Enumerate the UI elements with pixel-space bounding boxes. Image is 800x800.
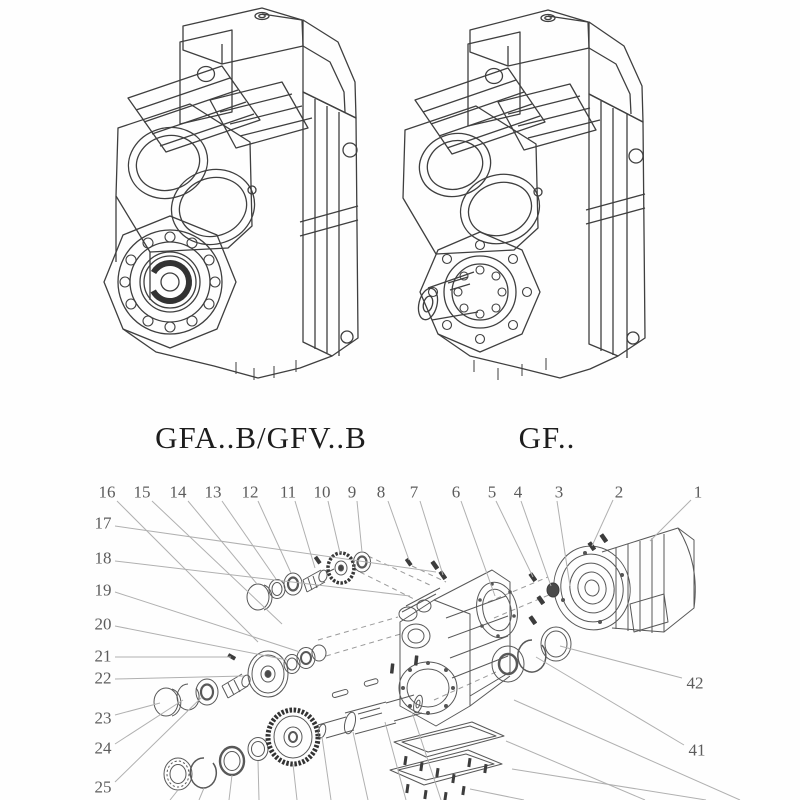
exploded-parts — [154, 528, 695, 800]
leader-line-20 — [115, 626, 287, 660]
leader-line-17 — [115, 526, 436, 572]
leader-line-42 — [560, 646, 682, 678]
leader-line-11 — [295, 501, 315, 568]
offscreen-leader-7 — [385, 722, 406, 800]
model-label-right: GF.. — [518, 420, 576, 455]
callout-number-8: 8 — [376, 482, 386, 502]
callout-number-19: 19 — [94, 580, 112, 600]
callout-number-10: 10 — [313, 482, 331, 502]
offscreen-leader-6 — [353, 732, 368, 800]
gear-housing — [399, 570, 510, 726]
callout-number-18: 18 — [94, 548, 112, 568]
callout-number-6: 6 — [451, 482, 461, 502]
callout-number-9: 9 — [347, 482, 357, 502]
leader-line-15 — [152, 501, 282, 624]
callout-number-17: 17 — [94, 513, 112, 533]
offscreen-leader-2 — [229, 775, 232, 800]
offscreen-leader-0 — [170, 790, 178, 800]
leader-line-19 — [115, 592, 300, 652]
adapter-flange — [472, 578, 523, 641]
callout-number-1: 1 — [693, 482, 703, 502]
motor — [546, 528, 695, 637]
callout-number-15: 15 — [133, 482, 151, 502]
offscreen-leader-12 — [514, 700, 740, 800]
circlip — [190, 758, 216, 788]
bearing-cage-slots — [120, 232, 220, 332]
offscreen-leader-9 — [506, 741, 645, 800]
leader-line-10 — [328, 501, 340, 553]
callout-number-42: 42 — [686, 673, 704, 693]
callout-number-22: 22 — [94, 668, 112, 688]
gasket-and-pan — [390, 722, 504, 800]
callout-number-25: 25 — [94, 777, 112, 797]
callout-number-14: 14 — [169, 482, 187, 502]
leader-line-41 — [536, 657, 684, 745]
input-shaft-assembly — [247, 552, 371, 610]
output-rings — [492, 627, 571, 682]
model-label-left: GFA..B/GFV..B — [155, 420, 367, 455]
leader-line-4 — [521, 501, 551, 586]
callout-number-24: 24 — [94, 738, 112, 758]
hub-spoke-slots — [454, 266, 506, 318]
dashed-guides — [318, 556, 556, 700]
offscreen-leader-5 — [322, 737, 331, 800]
callout-number-41: 41 — [688, 740, 706, 760]
leader-line-24 — [115, 700, 183, 744]
leader-line-14 — [188, 501, 257, 584]
offscreen-leader-11 — [470, 789, 524, 800]
callout-number-13: 13 — [204, 482, 222, 502]
gearbox-left-drawing — [104, 8, 358, 380]
leader-line-8 — [388, 501, 409, 560]
leader-line-1 — [650, 500, 691, 541]
leader-line-13 — [222, 501, 276, 579]
intermediate-assembly — [154, 645, 326, 716]
callout-number-20: 20 — [94, 614, 112, 634]
offscreen-leader-10 — [512, 769, 706, 800]
leader-line-6 — [461, 501, 495, 596]
leader-line-12 — [258, 501, 291, 573]
offscreen-leader-3 — [258, 761, 259, 800]
callout-number-23: 23 — [94, 708, 112, 728]
leader-line-5 — [496, 501, 533, 577]
callout-number-5: 5 — [487, 482, 497, 502]
leader-line-22 — [115, 676, 244, 679]
offscreen-leader-4 — [293, 764, 297, 800]
leader-line-25 — [115, 697, 202, 782]
callout-number-11: 11 — [279, 482, 297, 502]
callout-number-7: 7 — [409, 482, 419, 502]
callout-number-16: 16 — [98, 482, 116, 502]
offscreen-leader-1 — [199, 788, 204, 800]
leader-line-9 — [357, 501, 362, 552]
callout-number-2: 2 — [614, 482, 624, 502]
callout-number-21: 21 — [94, 646, 112, 666]
pan-bolts — [403, 756, 487, 800]
callout-number-3: 3 — [554, 482, 564, 502]
gearbox-right-drawing — [403, 10, 645, 380]
callout-number-4: 4 — [513, 482, 523, 502]
leader-line-23 — [115, 703, 160, 715]
callout-number-12: 12 — [241, 482, 259, 502]
